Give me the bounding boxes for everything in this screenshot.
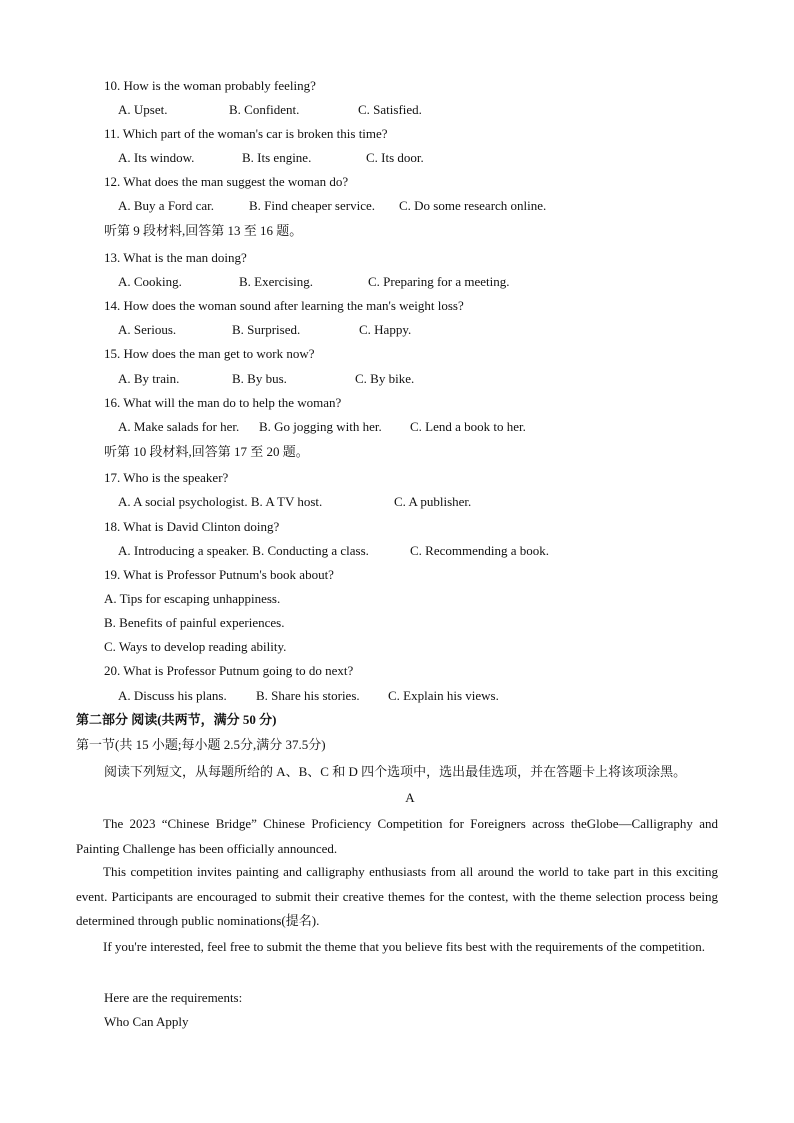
question-11: 11. Which part of the woman's car is broken this time? (104, 126, 388, 141)
q12-option-a: A. Buy a Ford car. (118, 198, 215, 213)
question-18: 18. What is David Clinton doing? (104, 519, 280, 534)
question-20: 20. What is Professor Putnum going to do next? (104, 663, 354, 678)
q15-option-b: B. By bus. (232, 371, 287, 386)
question-12: 12. What does the man suggest the woman do? (104, 174, 349, 189)
passage-label: A (405, 790, 415, 805)
passage-paragraph-1: The 2023 “Chinese Bridge” Chinese Proficiency Competition for Foreigners across theGlobe—Calligraphy and Painting Challenge has been officially announced. (76, 816, 718, 856)
q20-option-b: B. Share his stories. (256, 688, 360, 703)
part-two-heading: 第二部分 阅读(共两节，满分 50 分) (76, 712, 277, 727)
q10-option-a: A. Upset. (118, 102, 168, 117)
q13-option-b: B. Exercising. (239, 274, 314, 289)
q11-option-a: A. Its window. (118, 150, 195, 165)
q15-option-c: C. By bike. (355, 371, 415, 386)
question-15: 15. How does the man get to work now? (104, 346, 315, 361)
q19-option-b: B. Benefits of painful experiences. (104, 615, 285, 630)
passage-subheading: Who Can Apply (104, 1014, 189, 1029)
q11-option-b: B. Its engine. (242, 150, 312, 165)
section-10-instruction: 听第 10 段材料,回答第 17 至 20 题。 (104, 444, 309, 459)
q17-option-ab: A. A social psychologist. B. A TV host. (118, 494, 323, 509)
q19-option-a: A. Tips for escaping unhappiness. (104, 591, 281, 606)
question-14: 14. How does the woman sound after learning the man's weight loss? (104, 298, 464, 313)
q12-option-b: B. Find cheaper service. (249, 198, 375, 213)
q16-option-a: A. Make salads for her. (118, 419, 240, 434)
passage-paragraph-2: This competition invites painting and calligraphy enthusiasts from all around the world to take part in this exciting event. Participants are encouraged to submit their creative themes for the contest, with the theme selection process being determined through public nominations(提名). (76, 864, 718, 928)
q20-option-a: A. Discuss his plans. (118, 688, 227, 703)
q10-option-b: B. Confident. (229, 102, 300, 117)
section-one-heading: 第一节(共 15 小题;每小题 2.5分,满分 37.5分) (76, 737, 326, 752)
q10-option-c: C. Satisfied. (358, 102, 422, 117)
question-17: 17. Who is the speaker? (104, 470, 229, 485)
q20-option-c: C. Explain his views. (388, 688, 499, 703)
q14-option-b: B. Surprised. (232, 322, 301, 337)
section-9-instruction: 听第 9 段材料,回答第 13 至 16 题。 (104, 223, 303, 238)
question-10: 10. How is the woman probably feeling? (104, 78, 316, 93)
question-13: 13. What is the man doing? (104, 250, 247, 265)
question-19: 19. What is Professor Putnum's book about? (104, 567, 334, 582)
reading-instruction: 阅读下列短文，从每题所给的 A、B、C 和 D 四个选项中，选出最佳选项，并在答题卡上将该项涂黑。 (104, 764, 687, 779)
q14-option-a: A. Serious. (118, 322, 177, 337)
q14-option-c: C. Happy. (359, 322, 412, 337)
q18-option-c: C. Recommending a book. (410, 543, 550, 558)
q11-option-c: C. Its door. (366, 150, 424, 165)
q18-option-ab: A. Introducing a speaker. B. Conducting a class. (118, 543, 369, 558)
q13-option-a: A. Cooking. (118, 274, 182, 289)
q13-option-c: C. Preparing for a meeting. (368, 274, 510, 289)
q16-option-b: B. Go jogging with her. (259, 419, 382, 434)
passage-paragraph-3: If you're interested, feel free to submit the theme that you believe fits best with the requirements of the competition. (103, 939, 705, 954)
q19-option-c: C. Ways to develop reading ability. (104, 639, 287, 654)
q12-option-c: C. Do some research online. (399, 198, 547, 213)
question-16: 16. What will the man do to help the woman? (104, 395, 342, 410)
passage-requirements-intro: Here are the requirements: (104, 990, 243, 1005)
q15-option-a: A. By train. (118, 371, 180, 386)
q17-option-c: C. A publisher. (394, 494, 472, 509)
q16-option-c: C. Lend a book to her. (410, 419, 526, 434)
